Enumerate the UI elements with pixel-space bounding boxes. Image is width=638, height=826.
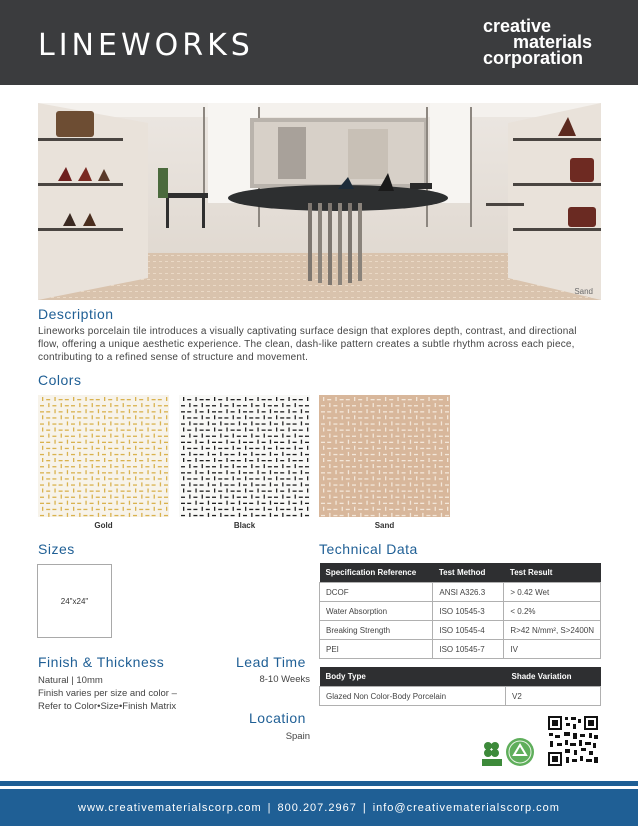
description-text: Lineworks porcelain tile introduces a visually captivating surface design that explores depth, contrast, and directional flow, offering a unique aesthetic experience. The clean, dash-like pattern creates a subtle rhythm across each piece, contributing to a refined sense of structure and movement. xyxy=(38,326,577,363)
table-row xyxy=(320,602,601,621)
location-value: Spain xyxy=(285,731,310,742)
swatch-sand-pattern xyxy=(319,395,450,517)
footer-email-link[interactable]: info@creativematerialscorp.com xyxy=(372,801,560,814)
finish-text xyxy=(38,674,177,713)
swatch-black-label: Black xyxy=(233,521,256,530)
table-cell: IV xyxy=(504,640,601,659)
col-test-result: Test Result xyxy=(504,563,601,583)
table-row xyxy=(320,640,601,659)
lead-time-value: 8-10 Weeks xyxy=(259,674,310,685)
swatch-black-pattern xyxy=(179,395,310,517)
swatch-gold-label: Gold xyxy=(94,521,113,530)
table-cell: < 0.2% xyxy=(504,602,601,621)
body-type-table xyxy=(319,667,601,706)
finish-line-2: Finish varies per size and color – xyxy=(38,688,177,699)
hero-room-image xyxy=(38,103,601,300)
technical-header-row xyxy=(320,563,601,583)
hero-caption: Sand xyxy=(574,287,593,296)
col-body-type: Body Type xyxy=(320,667,506,687)
finish-line-1: Natural | 10mm xyxy=(38,675,103,686)
table-cell: ANSI A326.3 xyxy=(433,583,504,602)
swatch-black[interactable] xyxy=(179,395,310,517)
table-cell: PEI xyxy=(320,640,433,659)
table-cell: Breaking Strength xyxy=(320,621,433,640)
col-shade-variation: Shade Variation xyxy=(506,667,601,687)
table-cell: ISO 10545-3 xyxy=(433,602,504,621)
logo-line-1: creative xyxy=(483,16,552,36)
sizes-heading: Sizes xyxy=(38,541,75,557)
swatch-sand-label: Sand xyxy=(374,521,395,530)
technical-table xyxy=(319,563,601,659)
finish-line-3: Refer to Color•Size•Finish Matrix xyxy=(38,701,177,712)
table-cell: DCOF xyxy=(320,583,433,602)
footer-separator: | xyxy=(267,801,272,814)
footer-phone-link[interactable]: 800.207.2967 xyxy=(277,801,357,814)
swatch-gold-pattern xyxy=(38,395,169,517)
table-cell: Glazed Non Color-Body Porcelain xyxy=(320,687,506,706)
logo-line-3: corporation xyxy=(483,48,584,68)
lead-time-heading: Lead Time xyxy=(236,654,306,670)
size-swatch-24x24[interactable]: 24"x24" xyxy=(37,564,112,638)
technical-heading: Technical Data xyxy=(319,541,418,557)
footer-accent-line xyxy=(0,781,638,786)
table-row xyxy=(320,621,601,640)
table-cell: ISO 10545-4 xyxy=(433,621,504,640)
table-cell: ISO 10545-7 xyxy=(433,640,504,659)
location-heading: Location xyxy=(249,710,306,726)
table-cell: Water Absorption xyxy=(320,602,433,621)
table-cell: > 0.42 Wet xyxy=(504,583,601,602)
description-heading: Description xyxy=(38,306,114,322)
swatch-sand[interactable] xyxy=(319,395,450,517)
logo-line-2: materials xyxy=(513,32,593,52)
body-header-row xyxy=(320,667,601,687)
certification-badges xyxy=(479,737,539,774)
product-title: LINEWORKS xyxy=(38,28,254,63)
footer-separator: | xyxy=(362,801,367,814)
leed-icon xyxy=(482,742,502,766)
footer-bar xyxy=(0,789,638,826)
finish-heading: Finish & Thickness xyxy=(38,654,165,670)
company-logo[interactable] xyxy=(483,18,592,66)
qr-code-icon[interactable] xyxy=(547,715,599,767)
table-row xyxy=(320,583,601,602)
table-row xyxy=(320,687,601,706)
header-bar xyxy=(0,0,638,85)
col-test-method: Test Method xyxy=(433,563,504,583)
table-cell: V2 xyxy=(506,687,601,706)
table-cell: R>42 N/mm², S>2400N xyxy=(504,621,601,640)
recycle-icon xyxy=(506,738,534,766)
colors-heading: Colors xyxy=(38,372,82,388)
footer-website-link[interactable]: www.creativematerialscorp.com xyxy=(78,801,262,814)
swatch-gold[interactable] xyxy=(38,395,169,517)
col-spec-reference: Specification Reference xyxy=(320,563,433,583)
